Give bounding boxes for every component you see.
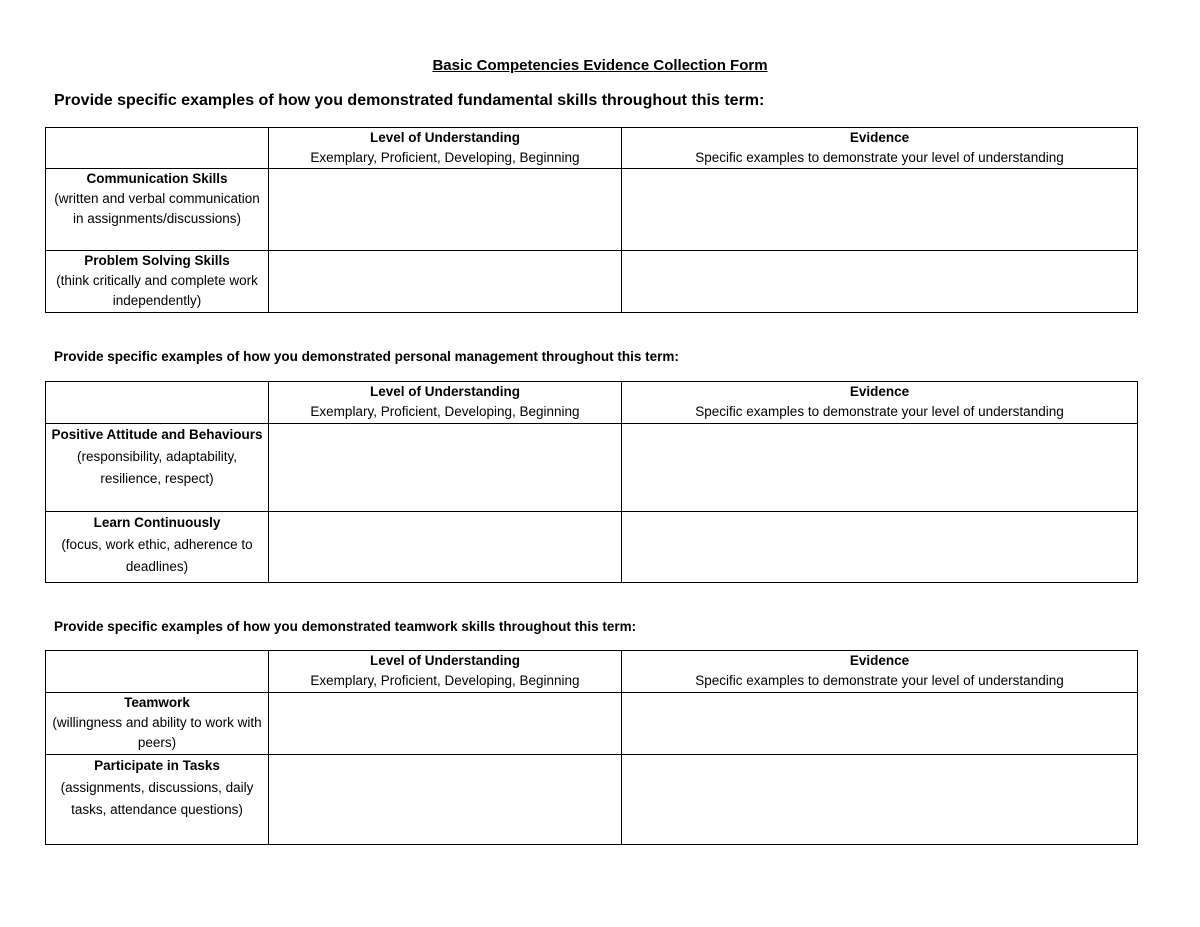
level-input-cell[interactable] bbox=[269, 512, 622, 583]
table-row bbox=[46, 693, 1138, 755]
level-input-cell[interactable] bbox=[269, 755, 622, 845]
row-title: Problem Solving Skills bbox=[84, 253, 230, 268]
evidence-input-cell[interactable] bbox=[622, 693, 1138, 755]
table-header-row bbox=[46, 651, 1138, 693]
evidence-input-cell[interactable] bbox=[622, 755, 1138, 845]
level-header-subtitle: Exemplary, Proficient, Developing, Beginning bbox=[310, 150, 580, 165]
header-blank-cell bbox=[46, 382, 269, 424]
evidence-header-title: Evidence bbox=[849, 130, 910, 145]
evidence-header-subtitle: Specific examples to demonstrate your level of understanding bbox=[695, 404, 1064, 419]
row-label-cell bbox=[46, 424, 269, 512]
section-prompt-fundamental: Provide specific examples of how you demonstrated fundamental skills throughout this term: bbox=[54, 92, 765, 109]
evidence-header-subtitle: Specific examples to demonstrate your level of understanding bbox=[695, 673, 1064, 688]
header-blank-cell bbox=[46, 128, 269, 169]
header-level-cell bbox=[269, 382, 622, 424]
fundamental-skills-table bbox=[45, 127, 1138, 313]
row-description: (willingness and ability to work with peers) bbox=[52, 715, 262, 750]
table-row bbox=[46, 169, 1138, 251]
personal-management-table bbox=[45, 381, 1138, 583]
row-title: Positive Attitude and Behaviours bbox=[51, 427, 263, 442]
row-description: (assignments, discussions, daily tasks, attendance questions) bbox=[60, 780, 254, 817]
table-row bbox=[46, 251, 1138, 313]
level-input-cell[interactable] bbox=[269, 693, 622, 755]
evidence-input-cell[interactable] bbox=[622, 169, 1138, 251]
level-input-cell[interactable] bbox=[269, 251, 622, 313]
row-description: (responsibility, adaptability, resilience, respect) bbox=[76, 449, 238, 486]
header-evidence-cell bbox=[622, 651, 1138, 693]
table-row bbox=[46, 755, 1138, 845]
table-header-row bbox=[46, 382, 1138, 424]
row-label-cell bbox=[46, 169, 269, 251]
evidence-input-cell[interactable] bbox=[622, 424, 1138, 512]
header-evidence-cell bbox=[622, 382, 1138, 424]
header-level-cell bbox=[269, 128, 622, 169]
level-header-subtitle: Exemplary, Proficient, Developing, Beginning bbox=[310, 404, 580, 419]
level-header-title: Level of Understanding bbox=[369, 653, 521, 668]
row-label-cell bbox=[46, 512, 269, 583]
row-label-cell bbox=[46, 251, 269, 313]
level-header-title: Level of Understanding bbox=[369, 384, 521, 399]
evidence-header-subtitle: Specific examples to demonstrate your level of understanding bbox=[695, 150, 1064, 165]
evidence-input-cell[interactable] bbox=[622, 251, 1138, 313]
row-title: Teamwork bbox=[124, 695, 190, 710]
level-input-cell[interactable] bbox=[269, 169, 622, 251]
row-title: Participate in Tasks bbox=[94, 758, 220, 773]
evidence-header-title: Evidence bbox=[849, 653, 910, 668]
table-header-row bbox=[46, 128, 1138, 169]
section-prompt-teamwork: Provide specific examples of how you demonstrated teamwork skills throughout this term: bbox=[54, 619, 637, 634]
row-description: (think critically and complete work independently) bbox=[56, 273, 258, 308]
row-title: Communication Skills bbox=[86, 171, 228, 186]
level-input-cell[interactable] bbox=[269, 424, 622, 512]
form-title: Basic Competencies Evidence Collection Form bbox=[432, 57, 768, 74]
header-evidence-cell bbox=[622, 128, 1138, 169]
evidence-input-cell[interactable] bbox=[622, 512, 1138, 583]
header-blank-cell bbox=[46, 651, 269, 693]
table-row bbox=[46, 424, 1138, 512]
row-description: (written and verbal communication in assignments/discussions) bbox=[54, 191, 260, 226]
teamwork-skills-table bbox=[45, 650, 1138, 845]
row-description: (focus, work ethic, adherence to deadlines) bbox=[61, 537, 253, 574]
table-row bbox=[46, 512, 1138, 583]
row-label-cell bbox=[46, 755, 269, 845]
header-level-cell bbox=[269, 651, 622, 693]
level-header-subtitle: Exemplary, Proficient, Developing, Beginning bbox=[310, 673, 580, 688]
section-prompt-personal-management: Provide specific examples of how you demonstrated personal management throughout this term: bbox=[54, 349, 679, 364]
evidence-header-title: Evidence bbox=[849, 384, 910, 399]
row-label-cell bbox=[46, 693, 269, 755]
row-title: Learn Continuously bbox=[93, 515, 221, 530]
level-header-title: Level of Understanding bbox=[369, 130, 521, 145]
